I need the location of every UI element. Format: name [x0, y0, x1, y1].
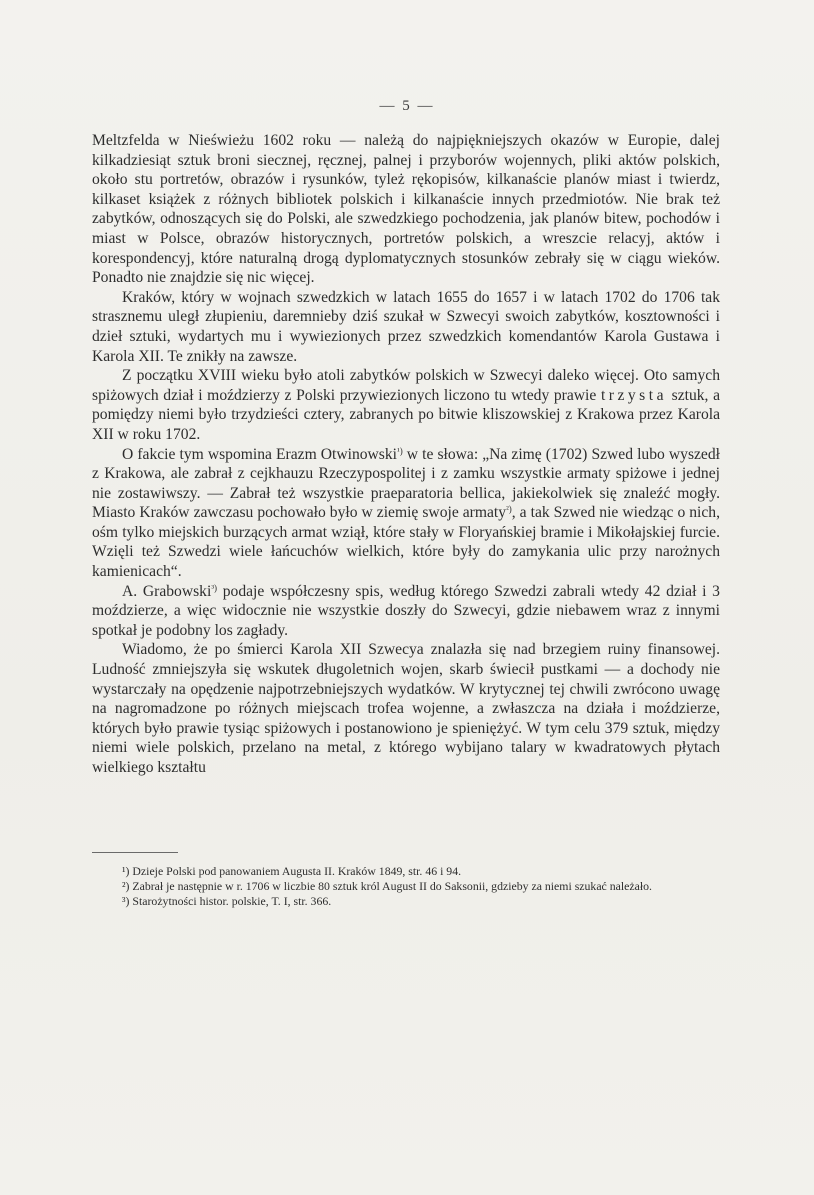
paragraph: [92, 366, 720, 444]
paragraph: [92, 288, 720, 366]
text-run: Z początku XVIII wieku było atoli zabytków polskich w Szwecyi daleko więcej. Oto samych spiżowych dział i moździerzy z Polski przywiezionych liczono tu wtedy prawie: [92, 367, 720, 404]
text-run: sztuk, a pomiędzy niemi było trzydzieści cztery, zabranych po bitwie kliszowskiej z Krakowa przez Karola XII w roku 1702.: [92, 386, 720, 443]
text-run: Kraków, który w wojnach szwedzkich w latach 1655 do 1657 i w latach 1702 do 1706 tak strasznemu uległ złupieniu, daremnieby dziś szukał w Szwecyi swoich zabytków, kosztowności i dzieł sztuki, wydartych mu i wywiezionych przez szwedzkich komendantów Karola Gustawa i Karola XII. Te znikły na zawsze.: [92, 288, 720, 365]
paragraph: [92, 445, 720, 582]
footnote-ref: ¹): [397, 445, 403, 456]
footnotes: [92, 864, 720, 909]
text-run: Wiadomo, że po śmierci Karola XII Szwecya znalazła się nad brzegiem ruiny finansowej. Ludność zmniejszyła się wskutek długoletnich wojen, skarb świecił pustkami — a dochody nie wystarczały na opędzenie najpotrzebniejszych wydatków. W krytycznej tej chwili zwrócono uwagę na nagromadzone po różnych miejscach trofea wojenne, a zwłaszcza na działa i moździerze, których było prawie tysiąc spiżowych i postanowiono je spieniężyć. W tym celu 379 sztuk, między niemi wiele polskich, przelano na metal, z którego wybijano talary w kwadratowych płytach wielkiego kształtu: [92, 641, 720, 776]
footnote-divider: [92, 852, 178, 853]
paragraph: [92, 582, 720, 641]
footnote: ³) Starożytności histor. polskie, T. I, str. 366.: [122, 894, 332, 908]
text-run: Meltzfelda w Nieświeżu 1602 roku — należą do najpiękniejszych okazów w Europie, dalej kilkadziesiąt sztuk broni siecznej, ręcznej, palnej i przyborów wojennych, pliki aktów polskich, około stu portretów, obrazów i rysunków, tyleż rękopisów, kilkanaście planów miast i twierdz, kilkaset książek z różnych bibliotek polskich i kilkanaście innych przedmiotów. Nie brak też zabytków, odnoszących się do Polski, ale szwedzkiego pochodzenia, jak planów bitew, pochodów i miast w Polsce, obrazów historycznych, portretów polskich, a wreszcie relacyj, aktów i korespondencyj, które naturalną drogą dyplomatycznych stosunków zebrały się w ciągu wieków. Ponadto nie znajdzie się nic więcej.: [92, 132, 720, 287]
paragraph: [92, 131, 720, 288]
page-number: — 5 —: [379, 98, 435, 114]
text-run: podaje współczesny spis, według którego Szwedzi zabrali wtedy 42 dział i 3 moździerze, a więc widocznie nie wszystkie doszły do Szwecyi, gdzie niebawem wraz z innymi spotkał je podobny los zagłady.: [92, 582, 720, 639]
body-text: [92, 131, 720, 778]
spaced-text: trzysta: [600, 386, 668, 404]
footnote-ref: ³): [211, 582, 218, 593]
footnote: ¹) Dzieje Polski pod panowaniem Augusta II. Kraków 1849, str. 46 i 94.: [122, 864, 462, 878]
text-run: , a tak Szwed nie wiedząc o nich, ośm tylko miejskich burzących armat wziął, które stały w Floryańskiej bramie i Mikołajskiej furcie. Wzięli też Szwedzi wiele łańcuchów wielkich, które były do zamykania ulic przy narożnych kamienicach“.: [92, 504, 720, 581]
footnote-ref: ²): [506, 504, 512, 515]
text-run: O fakcie tym wspomina Erazm Otwinowski: [122, 445, 398, 463]
paragraph: [92, 640, 720, 777]
footnote: ²) Zabrał je następnie w r. 1706 w liczbie 80 sztuk król August II do Saksonii, gdzieby za niemi szukać należało.: [122, 879, 652, 893]
text-run: A. Grabowski: [122, 582, 212, 600]
text-run: w te słowa: „Na zimę (1702) Szwed lubo wyszedł z Krakowa, ale zabrał z cejkhauzu Rzeczypospolitej i z zamku wszystkie armaty spiżowe i jednej nie zostawiwszy. — Zabrał też wszystkie praeparatoria bellica, jakiekolwiek się znaleźć mogły. Miasto Kraków zawczasu pochowało było w ziemię swoje armaty: [92, 445, 720, 522]
